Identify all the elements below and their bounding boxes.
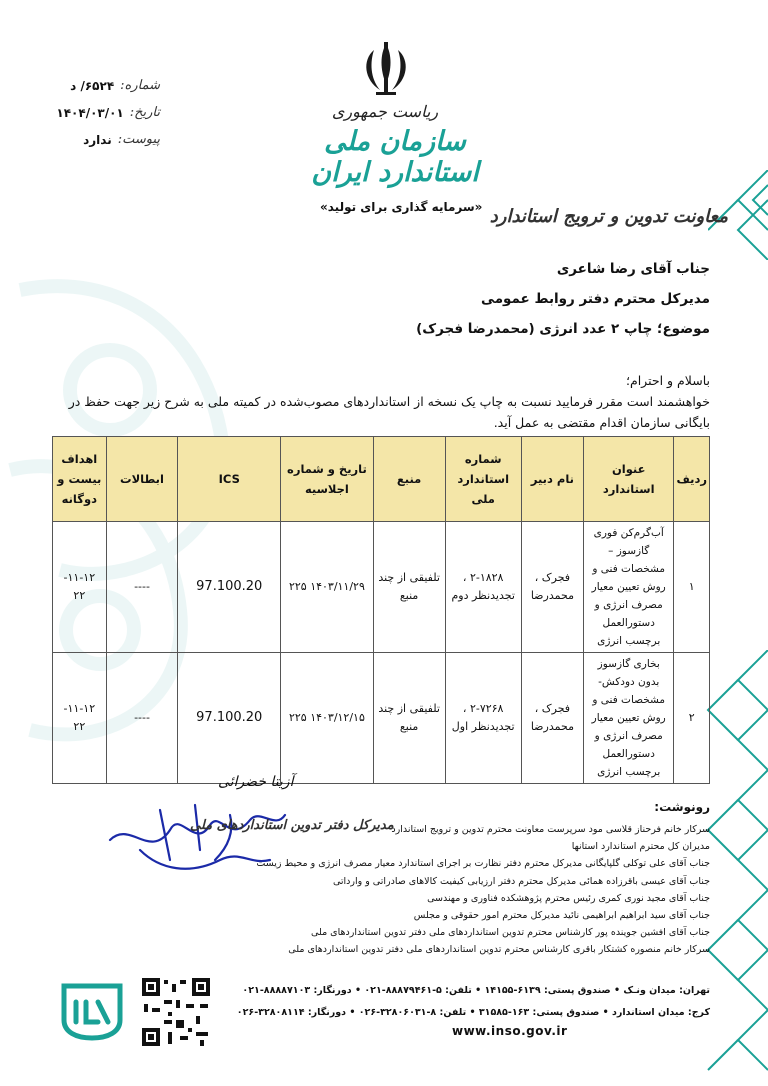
- header-cancellations: ابطالات: [106, 437, 178, 522]
- cell-date-session: ۱۴۰۳/۱۲/۱۵ ۲۲۵: [281, 653, 374, 784]
- body-paragraph: خواهشمند است مقرر فرمایید نسبت به چاپ یک نسخه از استانداردهای مصوب‌شده در کمیته ملی به شرح زیر جهت حفظ در بایگانی سازمان اقدام مقتضی به عمل آید.: [68, 394, 710, 430]
- attachment-row: [40, 126, 160, 153]
- cell-goals: ۱۱-۱۲- ۲۲: [53, 522, 107, 653]
- cell-standard-number: ۲-۱۸۲۸ ، تجدیدنظر دوم: [445, 522, 521, 653]
- table-header-row: [53, 437, 710, 522]
- list-item: جناب آقای سید ابراهیم ابراهیمی نائید مدیرکل محترم امور حقوقی و مجلس: [413, 909, 710, 921]
- slogan: «سرمایه گذاری برای تولید»: [320, 200, 483, 214]
- cell-source: تلفیقی از چند منبع: [373, 653, 445, 784]
- presidency-label: ریاست جمهوری: [331, 102, 439, 121]
- list-item: سرکار خانم منصوره کشتکار باقری کارشناس محترم تدوین استانداردهای ملی دفتر تدوین استانداردهای ملی: [288, 944, 710, 956]
- cell-ics: 97.100.20: [178, 522, 281, 653]
- header-secretary: نام دبیر: [521, 437, 583, 522]
- inso-logo-icon: [58, 980, 126, 1042]
- header-ics: ICS: [178, 437, 281, 522]
- number-row: [40, 72, 160, 99]
- list-item: مدیران کل محترم استاندارد استانها: [571, 841, 710, 853]
- qr-code-icon: [140, 976, 212, 1048]
- cell-secretary: فجرک ، محمدرضا: [521, 522, 583, 653]
- website-link[interactable]: www.inso.gov.ir: [452, 1024, 568, 1038]
- number-label: شماره:: [120, 78, 160, 93]
- cell-row-number: ۲: [674, 653, 710, 784]
- header-date-session: تاریخ و شماره اجلاسیه: [281, 437, 374, 522]
- header-title: عنوان استاندارد: [583, 437, 674, 522]
- address-block: [60, 258, 710, 348]
- letter-body: [60, 370, 710, 433]
- table-row: [53, 653, 710, 784]
- letter-meta: [40, 72, 160, 153]
- date-row: [40, 99, 160, 126]
- recipient-position: مدیرکل محترم دفتر روابط عمومی: [481, 291, 710, 307]
- attachment-label: پیوست:: [117, 132, 160, 147]
- cell-secretary: فجرک ، محمدرضا: [521, 653, 583, 784]
- date-value: ۱۴۰۴/۰۳/۰۱: [56, 105, 124, 120]
- cell-standard-number: ۲-۷۲۶۸ ، تجدیدنظر اول: [445, 653, 521, 784]
- standards-table: [52, 436, 710, 784]
- header-standard-number: شماره استاندارد ملی: [445, 437, 521, 522]
- cell-date-session: ۱۴۰۳/۱۱/۲۹ ۲۲۵: [281, 522, 374, 653]
- list-item: سرکار خانم فرحناز قلاسی مود سرپرست معاونت محترم تدوین و ترویج استاندارد: [391, 824, 710, 835]
- list-item: جناب آقای علی توکلی گلپایگانی مدیرکل محترم دفتر نظارت بر اجرای استاندارد معیار مصرف انرژی و محیط زیست: [256, 858, 710, 870]
- header-goals: اهداف بیست و دوگانه: [53, 437, 107, 522]
- signatory-name: آزیتا خضرائی: [218, 774, 294, 790]
- cell-title: بخاری گازسوز بدون دودکش- مشخصات فنی و روش تعیین معیار مصرف انرژی و دستورالعمل برچسب انرژی: [583, 653, 674, 784]
- attachment-value: ندارد: [83, 132, 112, 147]
- cell-ics: 97.100.20: [178, 653, 281, 784]
- table-row: [53, 522, 710, 653]
- cc-list: [190, 821, 710, 959]
- recipient: جناب آقای رضا شاعری: [556, 261, 710, 277]
- organization-name: سازمان ملی استاندارد ایران: [311, 126, 479, 188]
- list-item: جناب آقای مجید نوری کمری رئیس محترم پژوهشکده فناوری و مهندسی: [427, 892, 710, 904]
- cell-cancellations: ----: [106, 653, 178, 784]
- signatory-title: مدیرکل دفتر تدوین استانداردهای ملی: [190, 818, 394, 833]
- cell-row-number: ۱: [674, 522, 710, 653]
- date-label: تاریخ:: [129, 105, 160, 120]
- subject: موضوع؛ چاپ ۲ عدد انرژی (محمدرضا فجرک): [416, 321, 710, 337]
- cell-title: آب‌گرم‌کن فوری گازسوز – مشخصات فنی و روش تعیین معیار مصرف انرژی و دستورالعمل برچسب انرژی: [583, 522, 674, 653]
- tehran-address: تهران: میدان ونـک • صندوق پستی: ۶۱۳۹-۱۴۱۵۵ • تلفن: ۵-۸۸۸۷۹۴۶۱-۰۲۱ • دورنگار: ۸۸۸۸۷۱۰۳-۰۲۱: [242, 985, 710, 996]
- karaj-address: کرج: میدان استاندارد • صندوق پستی: ۱۶۳-۳۱۵۸۵ • تلفن: ۸-۳۲۸۰۶۰۳۱-۰۲۶ • دورنگار: ۳۲۸۰۸۱۱۴-۰۲۶: [236, 1007, 710, 1018]
- iran-emblem-icon: [352, 40, 420, 100]
- cell-source: تلفیقی از چند منبع: [373, 522, 445, 653]
- list-item: جناب آقای افشین جوینده پور کارشناس محترم تدوین استانداردهای ملی دفتر تدوین استانداردهای ملی: [311, 927, 710, 939]
- contact-info: [150, 980, 710, 1024]
- header-row-number: ردیف: [674, 437, 710, 522]
- cell-cancellations: ----: [106, 522, 178, 653]
- header-source: منبع: [373, 437, 445, 522]
- greeting: باسلام و احترام؛: [626, 373, 710, 388]
- cc-heading: رونوشت:: [654, 800, 710, 814]
- cell-goals: ۱۱-۱۲- ۲۲: [53, 653, 107, 784]
- list-item: جناب آقای عیسی باقرزاده همائی مدیرکل محترم دفتر ارزیابی کیفیت کالاهای صادراتی و وارداتی: [332, 875, 710, 887]
- number-value: ۶۵۲۴/ د: [70, 78, 115, 93]
- deputy-title: معاونت تدوین و ترویج استاندارد: [489, 206, 728, 227]
